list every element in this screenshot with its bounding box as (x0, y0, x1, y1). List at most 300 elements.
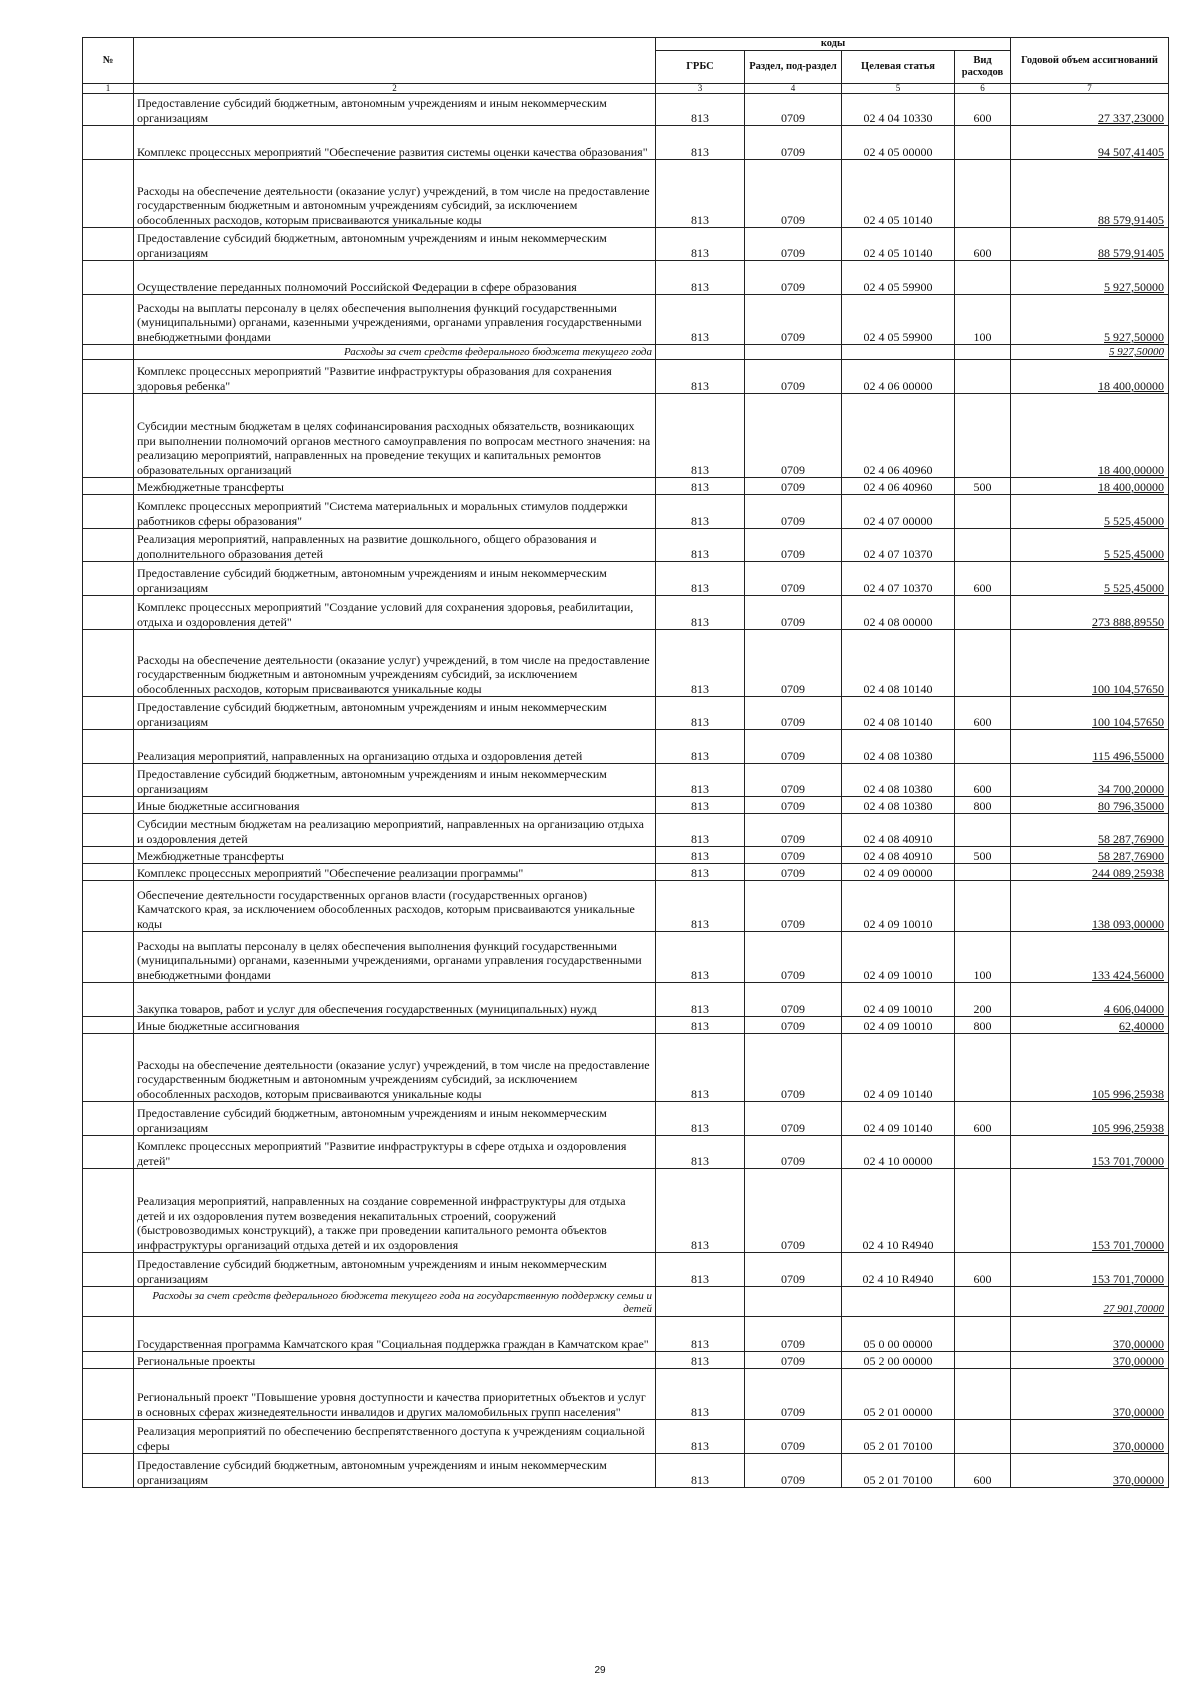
row-razdel (745, 345, 842, 360)
row-razdel: 0709 (745, 730, 842, 764)
table-row (83, 1454, 1169, 1488)
header-razdel: Раздел, под-раздел (745, 50, 842, 83)
row-grbs: 813 (656, 1253, 745, 1287)
note-row (83, 1287, 1169, 1317)
row-vid (955, 126, 1011, 160)
col-number: 1 (83, 83, 134, 94)
row-grbs: 813 (656, 562, 745, 596)
table-row (83, 495, 1169, 529)
row-razdel: 0709 (745, 814, 842, 847)
row-razdel: 0709 (745, 1420, 842, 1454)
table-row (83, 983, 1169, 1017)
row-grbs: 813 (656, 478, 745, 495)
row-name: Расходы на обеспечение деятельности (оказание услуг) учреждений, в том числе на предоставление государственным бюджетным и автономным учреждениям субсидий, за исключением обособленных расходов, которым присваиваются уникальные коды (134, 630, 656, 697)
row-target: 02 4 06 00000 (842, 360, 955, 394)
row-sum: 27 337,23000 (1011, 94, 1169, 126)
row-razdel: 0709 (745, 228, 842, 261)
row-target: 02 4 09 10010 (842, 983, 955, 1017)
row-vid: 800 (955, 1017, 1011, 1034)
num-cell (83, 1169, 134, 1253)
row-sum: 100 104,57650 (1011, 697, 1169, 730)
row-target: 02 4 04 10330 (842, 94, 955, 126)
num-cell (83, 864, 134, 881)
row-grbs: 813 (656, 596, 745, 630)
row-vid (955, 881, 1011, 932)
num-cell (83, 1317, 134, 1352)
header-name (134, 38, 656, 84)
row-target: 02 4 09 10010 (842, 1017, 955, 1034)
row-grbs: 813 (656, 1017, 745, 1034)
table-row (83, 261, 1169, 295)
row-sum: 18 400,00000 (1011, 394, 1169, 478)
row-razdel: 0709 (745, 1454, 842, 1488)
num-cell (83, 1454, 134, 1488)
row-vid: 500 (955, 847, 1011, 864)
row-target: 02 4 05 59900 (842, 295, 955, 345)
row-sum: 34 700,20000 (1011, 764, 1169, 797)
num-cell (83, 1102, 134, 1136)
num-cell (83, 1017, 134, 1034)
row-grbs: 813 (656, 814, 745, 847)
row-vid: 800 (955, 797, 1011, 814)
row-razdel: 0709 (745, 1253, 842, 1287)
row-sum: 5 525,45000 (1011, 529, 1169, 562)
row-grbs: 813 (656, 261, 745, 295)
row-sum: 5 525,45000 (1011, 562, 1169, 596)
row-target: 02 4 08 10380 (842, 764, 955, 797)
row-grbs: 813 (656, 1136, 745, 1169)
row-razdel: 0709 (745, 697, 842, 730)
row-vid: 600 (955, 697, 1011, 730)
row-sum: 105 996,25938 (1011, 1034, 1169, 1102)
header-grbs: ГРБС (656, 50, 745, 83)
row-vid (955, 1352, 1011, 1369)
row-target: 02 4 05 59900 (842, 261, 955, 295)
num-cell (83, 847, 134, 864)
num-cell (83, 764, 134, 797)
table-row (83, 562, 1169, 596)
row-grbs: 813 (656, 1369, 745, 1420)
row-vid: 100 (955, 932, 1011, 983)
row-sum: 80 796,35000 (1011, 797, 1169, 814)
col-number: 5 (842, 83, 955, 94)
row-grbs (656, 1287, 745, 1317)
row-target: 05 0 00 00000 (842, 1317, 955, 1352)
row-sum: 88 579,91405 (1011, 160, 1169, 228)
row-name: Расходы за счет средств федерального бюджета текущего года (134, 345, 656, 360)
num-cell (83, 797, 134, 814)
num-cell (83, 478, 134, 495)
row-razdel: 0709 (745, 495, 842, 529)
row-target: 02 4 09 10010 (842, 932, 955, 983)
row-sum: 105 996,25938 (1011, 1102, 1169, 1136)
row-name: Предоставление субсидий бюджетным, автономным учреждениям и иным некоммерческим организациям (134, 1253, 656, 1287)
row-grbs: 813 (656, 160, 745, 228)
row-razdel: 0709 (745, 529, 842, 562)
row-razdel: 0709 (745, 932, 842, 983)
num-cell (83, 261, 134, 295)
table-row (83, 1102, 1169, 1136)
row-razdel: 0709 (745, 881, 842, 932)
row-sum: 58 287,76900 (1011, 814, 1169, 847)
row-name: Предоставление субсидий бюджетным, автономным учреждениям и иным некоммерческим организациям (134, 1102, 656, 1136)
row-grbs: 813 (656, 295, 745, 345)
row-vid: 600 (955, 228, 1011, 261)
row-name: Межбюджетные трансферты (134, 847, 656, 864)
row-grbs: 813 (656, 630, 745, 697)
row-grbs: 813 (656, 1034, 745, 1102)
row-razdel: 0709 (745, 562, 842, 596)
table-row (83, 864, 1169, 881)
num-cell (83, 1287, 134, 1317)
row-sum: 115 496,55000 (1011, 730, 1169, 764)
row-razdel: 0709 (745, 1369, 842, 1420)
row-sum: 370,00000 (1011, 1352, 1169, 1369)
table-row (83, 228, 1169, 261)
row-razdel: 0709 (745, 630, 842, 697)
row-grbs: 813 (656, 1169, 745, 1253)
row-name: Осуществление переданных полномочий Российской Федерации в сфере образования (134, 261, 656, 295)
num-cell (83, 630, 134, 697)
table-row (83, 1034, 1169, 1102)
table-row (83, 1420, 1169, 1454)
num-cell (83, 1034, 134, 1102)
table-row (83, 1017, 1169, 1034)
row-vid: 200 (955, 983, 1011, 1017)
row-razdel: 0709 (745, 160, 842, 228)
table-row (83, 797, 1169, 814)
row-sum: 5 927,50000 (1011, 295, 1169, 345)
row-target: 02 4 05 10140 (842, 228, 955, 261)
row-name: Расходы на обеспечение деятельности (оказание услуг) учреждений, в том числе на предоставление государственным бюджетным и автономным учреждениям субсидий, за исключением обособленных расходов, которым присваиваются уникальные коды (134, 1034, 656, 1102)
num-cell (83, 529, 134, 562)
row-name: Комплекс процессных мероприятий "Обеспечение реализации программы" (134, 864, 656, 881)
row-razdel: 0709 (745, 126, 842, 160)
row-grbs: 813 (656, 881, 745, 932)
row-vid (955, 1169, 1011, 1253)
num-cell (83, 1352, 134, 1369)
row-grbs: 813 (656, 697, 745, 730)
table-row (83, 697, 1169, 730)
row-sum: 153 701,70000 (1011, 1169, 1169, 1253)
row-razdel (745, 1287, 842, 1317)
row-vid (955, 261, 1011, 295)
row-name: Региональный проект "Повышение уровня доступности и качества приоритетных объектов и услуг в основных сферах жизнедеятельности инвалидов и других маломобильных групп населения" (134, 1369, 656, 1420)
row-razdel: 0709 (745, 847, 842, 864)
row-name: Предоставление субсидий бюджетным, автономным учреждениям и иным некоммерческим организациям (134, 94, 656, 126)
row-vid (955, 630, 1011, 697)
row-sum: 370,00000 (1011, 1317, 1169, 1352)
row-name: Межбюджетные трансферты (134, 478, 656, 495)
row-name: Комплекс процессных мероприятий "Система материальных и моральных стимулов поддержки работников сферы образования" (134, 495, 656, 529)
row-grbs: 813 (656, 126, 745, 160)
row-razdel: 0709 (745, 596, 842, 630)
num-cell (83, 1420, 134, 1454)
row-name: Комплекс процессных мероприятий "Развитие инфраструктуры образования для сохранения здоровья ребенка" (134, 360, 656, 394)
row-target: 02 4 08 10140 (842, 630, 955, 697)
num-cell (83, 295, 134, 345)
row-razdel: 0709 (745, 797, 842, 814)
num-cell (83, 932, 134, 983)
row-grbs: 813 (656, 1102, 745, 1136)
row-target: 02 4 05 00000 (842, 126, 955, 160)
num-cell (83, 1136, 134, 1169)
row-grbs: 813 (656, 864, 745, 881)
table-row (83, 1169, 1169, 1253)
row-razdel: 0709 (745, 1102, 842, 1136)
row-grbs: 813 (656, 797, 745, 814)
row-target: 02 4 09 10140 (842, 1102, 955, 1136)
row-target (842, 1287, 955, 1317)
header-vid: Вид расходов (955, 50, 1011, 83)
row-grbs: 813 (656, 360, 745, 394)
row-sum: 94 507,41405 (1011, 126, 1169, 160)
row-sum: 5 927,50000 (1011, 261, 1169, 295)
num-cell (83, 562, 134, 596)
row-target: 02 4 10 R4940 (842, 1169, 955, 1253)
num-cell (83, 228, 134, 261)
row-target: 02 4 09 00000 (842, 864, 955, 881)
row-grbs: 813 (656, 1317, 745, 1352)
row-target: 02 4 08 10380 (842, 797, 955, 814)
row-vid (955, 1317, 1011, 1352)
row-razdel: 0709 (745, 261, 842, 295)
table-row (83, 1253, 1169, 1287)
row-razdel: 0709 (745, 1317, 842, 1352)
row-target: 02 4 08 40910 (842, 814, 955, 847)
row-vid (955, 1287, 1011, 1317)
row-name: Предоставление субсидий бюджетным, автономным учреждениям и иным некоммерческим организациям (134, 1454, 656, 1488)
table-row (83, 730, 1169, 764)
row-vid (955, 1034, 1011, 1102)
row-sum: 153 701,70000 (1011, 1136, 1169, 1169)
table-row (83, 630, 1169, 697)
table-row (83, 764, 1169, 797)
row-target: 02 4 07 00000 (842, 495, 955, 529)
num-cell (83, 881, 134, 932)
row-target: 05 2 01 70100 (842, 1420, 955, 1454)
row-sum: 4 606,04000 (1011, 983, 1169, 1017)
row-sum: 27 901,70000 (1011, 1287, 1169, 1317)
row-target: 02 4 05 10140 (842, 160, 955, 228)
row-grbs: 813 (656, 983, 745, 1017)
row-sum: 370,00000 (1011, 1454, 1169, 1488)
table-row (83, 847, 1169, 864)
row-grbs: 813 (656, 1420, 745, 1454)
row-sum: 5 927,50000 (1011, 345, 1169, 360)
row-name: Реализация мероприятий, направленных на создание современной инфраструктуры для отдыха детей и их оздоровления путем возведения некапитальных строений, сооружений (быстровозводимых конструкций), а также при проведении капитального ремонта объектов инфраструктуры организаций отдыха детей и их оздоровления (134, 1169, 656, 1253)
row-razdel: 0709 (745, 864, 842, 881)
num-cell (83, 814, 134, 847)
row-sum: 5 525,45000 (1011, 495, 1169, 529)
page-number: 29 (594, 1665, 606, 1676)
row-name: Расходы на обеспечение деятельности (оказание услуг) учреждений, в том числе на предоставление государственным бюджетным и автономным учреждениям субсидий, за исключением обособленных расходов, которым присваиваются уникальные коды (134, 160, 656, 228)
row-vid (955, 1136, 1011, 1169)
note-row (83, 345, 1169, 360)
row-vid (955, 1420, 1011, 1454)
row-name: Субсидии местным бюджетам в целях софинансирования расходных обязательств, возникающих при выполнении полномочий органов местного самоуправления по вопросам местного значения: на реализацию мероприятий, направленных на проведение текущих и капитальных ремонтов образовательных организаций (134, 394, 656, 478)
row-razdel: 0709 (745, 1136, 842, 1169)
header-volume: Годовой объем ассигнований (1011, 38, 1169, 84)
row-name: Иные бюджетные ассигнования (134, 797, 656, 814)
num-cell (83, 345, 134, 360)
table-row (83, 1136, 1169, 1169)
row-target: 05 2 01 00000 (842, 1369, 955, 1420)
table-row (83, 1352, 1169, 1369)
row-razdel: 0709 (745, 478, 842, 495)
num-cell (83, 983, 134, 1017)
num-cell (83, 394, 134, 478)
table-row (83, 478, 1169, 495)
num-cell (83, 126, 134, 160)
num-cell (83, 596, 134, 630)
row-vid: 100 (955, 295, 1011, 345)
row-vid (955, 394, 1011, 478)
row-grbs: 813 (656, 529, 745, 562)
row-grbs: 813 (656, 847, 745, 864)
table-body (83, 94, 1169, 1488)
row-grbs: 813 (656, 228, 745, 261)
row-name: Комплекс процессных мероприятий "Создание условий для сохранения здоровья, реабилитации, отдыха и оздоровления детей" (134, 596, 656, 630)
row-razdel: 0709 (745, 764, 842, 797)
row-sum: 370,00000 (1011, 1420, 1169, 1454)
row-name: Закупка товаров, работ и услуг для обеспечения государственных (муниципальных) нужд (134, 983, 656, 1017)
row-vid (955, 360, 1011, 394)
row-name: Расходы на выплаты персоналу в целях обеспечения выполнения функций государственными (муниципальными) органами, казенными учреждениями, органами управления государственными внебюджетными фондами (134, 295, 656, 345)
num-cell (83, 495, 134, 529)
col-number: 6 (955, 83, 1011, 94)
row-razdel: 0709 (745, 295, 842, 345)
table-header (83, 38, 1169, 94)
row-name: Предоставление субсидий бюджетным, автономным учреждениям и иным некоммерческим организациям (134, 697, 656, 730)
row-sum: 18 400,00000 (1011, 360, 1169, 394)
row-sum: 100 104,57650 (1011, 630, 1169, 697)
row-vid (955, 495, 1011, 529)
row-sum: 273 888,89550 (1011, 596, 1169, 630)
num-cell (83, 1369, 134, 1420)
row-razdel: 0709 (745, 983, 842, 1017)
col-number: 4 (745, 83, 842, 94)
row-razdel: 0709 (745, 394, 842, 478)
row-target: 02 4 10 00000 (842, 1136, 955, 1169)
row-vid: 600 (955, 1102, 1011, 1136)
row-sum: 370,00000 (1011, 1369, 1169, 1420)
row-sum: 133 424,56000 (1011, 932, 1169, 983)
row-sum: 58 287,76900 (1011, 847, 1169, 864)
table-row (83, 596, 1169, 630)
row-sum: 18 400,00000 (1011, 478, 1169, 495)
row-razdel: 0709 (745, 1169, 842, 1253)
table-row (83, 360, 1169, 394)
row-name: Предоставление субсидий бюджетным, автономным учреждениям и иным некоммерческим организациям (134, 562, 656, 596)
row-target: 02 4 08 10140 (842, 697, 955, 730)
num-cell (83, 1253, 134, 1287)
num-cell (83, 360, 134, 394)
table-row (83, 126, 1169, 160)
row-razdel: 0709 (745, 1034, 842, 1102)
header-target: Целевая статья (842, 50, 955, 83)
row-vid: 600 (955, 1253, 1011, 1287)
row-vid: 600 (955, 1454, 1011, 1488)
row-sum: 244 089,25938 (1011, 864, 1169, 881)
table-row (83, 1369, 1169, 1420)
row-name: Комплекс процессных мероприятий "Развитие инфраструктуры в сфере отдыха и оздоровления детей" (134, 1136, 656, 1169)
header-codes: коды (656, 38, 1011, 51)
row-name: Региональные проекты (134, 1352, 656, 1369)
row-target: 02 4 10 R4940 (842, 1253, 955, 1287)
row-vid: 600 (955, 562, 1011, 596)
table-row (83, 881, 1169, 932)
header-num: № (83, 38, 134, 84)
num-cell (83, 697, 134, 730)
row-name: Субсидии местным бюджетам на реализацию мероприятий, направленных на организацию отдыха и оздоровления детей (134, 814, 656, 847)
row-grbs: 813 (656, 94, 745, 126)
row-name: Предоставление субсидий бюджетным, автономным учреждениям и иным некоммерческим организациям (134, 764, 656, 797)
row-target: 02 4 07 10370 (842, 562, 955, 596)
row-target: 02 4 08 10380 (842, 730, 955, 764)
row-grbs: 813 (656, 495, 745, 529)
col-number: 3 (656, 83, 745, 94)
num-cell (83, 160, 134, 228)
col-number: 7 (1011, 83, 1169, 94)
table-row (83, 160, 1169, 228)
row-target: 02 4 07 10370 (842, 529, 955, 562)
row-name: Предоставление субсидий бюджетным, автономным учреждениям и иным некоммерческим организациям (134, 228, 656, 261)
row-target: 02 4 09 10140 (842, 1034, 955, 1102)
row-name: Расходы за счет средств федерального бюджета текущего года на государственную поддержку семьи и детей (134, 1287, 656, 1317)
table-row (83, 932, 1169, 983)
row-name: Реализация мероприятий, направленных на развитие дошкольного, общего образования и дополнительного образования детей (134, 529, 656, 562)
row-vid (955, 160, 1011, 228)
row-name: Расходы на выплаты персоналу в целях обеспечения выполнения функций государственными (муниципальными) органами, казенными учреждениями, органами управления государственными внебюджетными фондами (134, 932, 656, 983)
row-razdel: 0709 (745, 1017, 842, 1034)
table-row (83, 394, 1169, 478)
row-vid (955, 814, 1011, 847)
row-target: 02 4 08 00000 (842, 596, 955, 630)
row-target: 02 4 08 40910 (842, 847, 955, 864)
row-target (842, 345, 955, 360)
budget-table (82, 37, 1169, 1488)
row-vid: 500 (955, 478, 1011, 495)
row-vid: 600 (955, 764, 1011, 797)
row-target: 02 4 06 40960 (842, 478, 955, 495)
row-razdel: 0709 (745, 360, 842, 394)
row-vid (955, 529, 1011, 562)
row-vid (955, 730, 1011, 764)
row-grbs: 813 (656, 730, 745, 764)
row-grbs: 813 (656, 764, 745, 797)
row-grbs (656, 345, 745, 360)
row-grbs: 813 (656, 932, 745, 983)
row-razdel: 0709 (745, 94, 842, 126)
row-target: 05 2 01 70100 (842, 1454, 955, 1488)
table-row (83, 94, 1169, 126)
row-sum: 62,40000 (1011, 1017, 1169, 1034)
row-grbs: 813 (656, 1454, 745, 1488)
row-grbs: 813 (656, 394, 745, 478)
row-sum: 138 093,00000 (1011, 881, 1169, 932)
row-target: 02 4 06 40960 (842, 394, 955, 478)
row-name: Иные бюджетные ассигнования (134, 1017, 656, 1034)
table-row (83, 814, 1169, 847)
col-number: 2 (134, 83, 656, 94)
row-name: Государственная программа Камчатского края "Социальная поддержка граждан в Камчатском крае" (134, 1317, 656, 1352)
table-row (83, 295, 1169, 345)
row-name: Обеспечение деятельности государственных органов власти (государственных органов) Камчатского края, за исключением обособленных расходов, которым присваиваются уникальные коды (134, 881, 656, 932)
row-vid (955, 345, 1011, 360)
row-vid (955, 864, 1011, 881)
table-row (83, 1317, 1169, 1352)
